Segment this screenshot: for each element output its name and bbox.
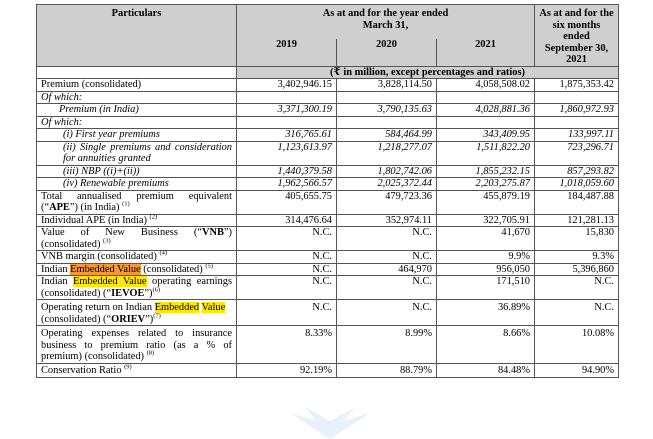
row-label: (ii) Single premiums and consideration for annuities granted: [37, 141, 237, 165]
cell-2021: 84.48%: [437, 363, 535, 377]
cell-2020: N.C.: [337, 227, 437, 251]
table-row: [37, 326, 619, 364]
particulars-header: Particulars: [37, 5, 237, 67]
year-2019-header: 2019: [237, 39, 337, 66]
cell-2021: 171,510: [437, 276, 535, 300]
cell-2021: 455,879.19: [437, 190, 535, 214]
cell-2020: 3,828,114.50: [337, 79, 437, 92]
row-label: Of which:: [37, 91, 237, 104]
table-row: [37, 104, 619, 117]
cell-h1: N.C.: [535, 300, 619, 326]
cell-2020: 1,802,742.06: [337, 165, 437, 178]
table-row: [37, 363, 619, 377]
cell-2021: 9.9%: [437, 251, 535, 264]
table-row: [37, 79, 619, 92]
cell-2020: N.C.: [337, 251, 437, 264]
cell-h1: 1,875,353.42: [535, 79, 619, 92]
cell-h1: 5,396,860: [535, 263, 619, 276]
cell-2020: 1,218,277.07: [337, 141, 437, 165]
table-row: [37, 227, 619, 251]
cell-2020: 3,790,135.63: [337, 104, 437, 117]
table-row: [37, 165, 619, 178]
cell-2021: 343,409.95: [437, 129, 535, 142]
table-row: [37, 263, 619, 276]
cell-2019: 405,655.75: [237, 190, 337, 214]
cell-h1: 121,281.13: [535, 214, 619, 227]
row-label: Total annualised premium equivalent (“APE”) (in India) $^{(1)}$: [37, 190, 237, 214]
cell-h1: 94.90%: [535, 363, 619, 377]
row-label: Of which:: [37, 116, 237, 129]
watermark-logo: [270, 405, 390, 439]
table-row: [37, 251, 619, 264]
cell-2021: 1,511,822.20: [437, 141, 535, 165]
row-label: Individual APE (in India) $^{(2)}$: [37, 214, 237, 227]
cell-2019: 316,765.61: [237, 129, 337, 142]
table-row: [37, 190, 619, 214]
highlight-yellow: Embedded: [154, 302, 200, 313]
cell-2021: 41,670: [437, 227, 535, 251]
cell-2019: N.C.: [237, 251, 337, 264]
cell-2021: 4,058,508.02: [437, 79, 535, 92]
cell-h1: 10.08%: [535, 326, 619, 364]
cell-h1: N.C.: [535, 276, 619, 300]
row-label: VNB margin (consolidated) $^{(4)}$: [37, 251, 237, 264]
cell-h1: 9.3%: [535, 251, 619, 264]
row-label: (iii) NBP ((i)+(ii)): [37, 165, 237, 178]
cell-2019: 3,371,300.19: [237, 104, 337, 117]
year-ended-header: As at and for the year ended March 31,: [237, 5, 535, 40]
cell-2020: 2,025,372.44: [337, 178, 437, 191]
cell-h1: 1,860,972.93: [535, 104, 619, 117]
cell-2020: 584,464.99: [337, 129, 437, 142]
cell-2019: 8.33%: [237, 326, 337, 364]
cell-2019: N.C.: [237, 276, 337, 300]
cell-2019: 314,476.64: [237, 214, 337, 227]
table-row: [37, 178, 619, 191]
cell-2019: 1,440,379.58: [237, 165, 337, 178]
highlight-yellow: Embedded Value: [73, 276, 147, 287]
highlight-orange: Embedded Value: [70, 263, 141, 275]
row-label: Conservation Ratio $^{(9)}$: [37, 363, 237, 377]
row-label: Premium (consolidated): [37, 79, 237, 92]
cell-h1: 723,296.71: [535, 141, 619, 165]
cell-h1: 184,487.88: [535, 190, 619, 214]
cell-2020: N.C.: [337, 300, 437, 326]
financial-table: [36, 4, 619, 378]
row-label: Value of New Business (“VNB”) (consolidated) $^{(3)}$: [37, 227, 237, 251]
six-months-header: As at and for the six months ended September 30, 2021: [535, 5, 619, 67]
cell-2020: 479,723.36: [337, 190, 437, 214]
table-row: [37, 300, 619, 326]
cell-2020: 352,974.11: [337, 214, 437, 227]
cell-2021: 36.89%: [437, 300, 535, 326]
table-row: [37, 214, 619, 227]
year-2020-header: 2020: [337, 39, 437, 66]
table-row: [37, 91, 619, 104]
cell-2020: 8.99%: [337, 326, 437, 364]
cell-2021: 956,050: [437, 263, 535, 276]
cell-2021: 1,855,232.15: [437, 165, 535, 178]
row-label: (iv) Renewable premiums: [37, 178, 237, 191]
row-label: Indian Embedded Value operating earnings (consolidated) (“IEVOE”)$^{(6)}$: [37, 276, 237, 300]
cell-2019: 1,962,566.57: [237, 178, 337, 191]
cell-h1: 133,997.11: [535, 129, 619, 142]
row-label: (i) First year premiums: [37, 129, 237, 142]
table-row: [37, 141, 619, 165]
year-2021-header: 2021: [437, 39, 535, 66]
row-label: Operating return on Indian Embedded Value (consolidated) (“ORIEV”)$^{(7)}$: [37, 300, 237, 326]
table-row: [37, 116, 619, 129]
cell-2019: N.C.: [237, 227, 337, 251]
highlight-yellow: Value: [201, 302, 226, 313]
cell-2020: 88.79%: [337, 363, 437, 377]
cell-2020: 464,970: [337, 263, 437, 276]
unit-note: (₹ in million, except percentages and ratios): [237, 66, 619, 79]
row-label: Premium (in India): [37, 104, 237, 117]
cell-2021: 322,705.91: [437, 214, 535, 227]
cell-h1: 15,830: [535, 227, 619, 251]
cell-2019: N.C.: [237, 263, 337, 276]
cell-2019: 3,402,946.15: [237, 79, 337, 92]
cell-h1: 1,018,059.60: [535, 178, 619, 191]
financial-table-container: [36, 4, 619, 378]
cell-2019: N.C.: [237, 300, 337, 326]
row-label: Operating expenses related to insurance business to premium ratio (as a % of premium) (consolidated) $^{(8)}$: [37, 326, 237, 364]
cell-2020: N.C.: [337, 276, 437, 300]
cell-2021: 8.66%: [437, 326, 535, 364]
cell-2021: 4,028,881.36: [437, 104, 535, 117]
row-label: Indian Embedded Value (consolidated) $^{(5)}$: [37, 263, 237, 276]
cell-2019: 92.19%: [237, 363, 337, 377]
table-row: [37, 129, 619, 142]
table-row: [37, 276, 619, 300]
cell-2019: 1,123,613.97: [237, 141, 337, 165]
cell-h1: 857,293.82: [535, 165, 619, 178]
cell-2021: 2,203,275.87: [437, 178, 535, 191]
